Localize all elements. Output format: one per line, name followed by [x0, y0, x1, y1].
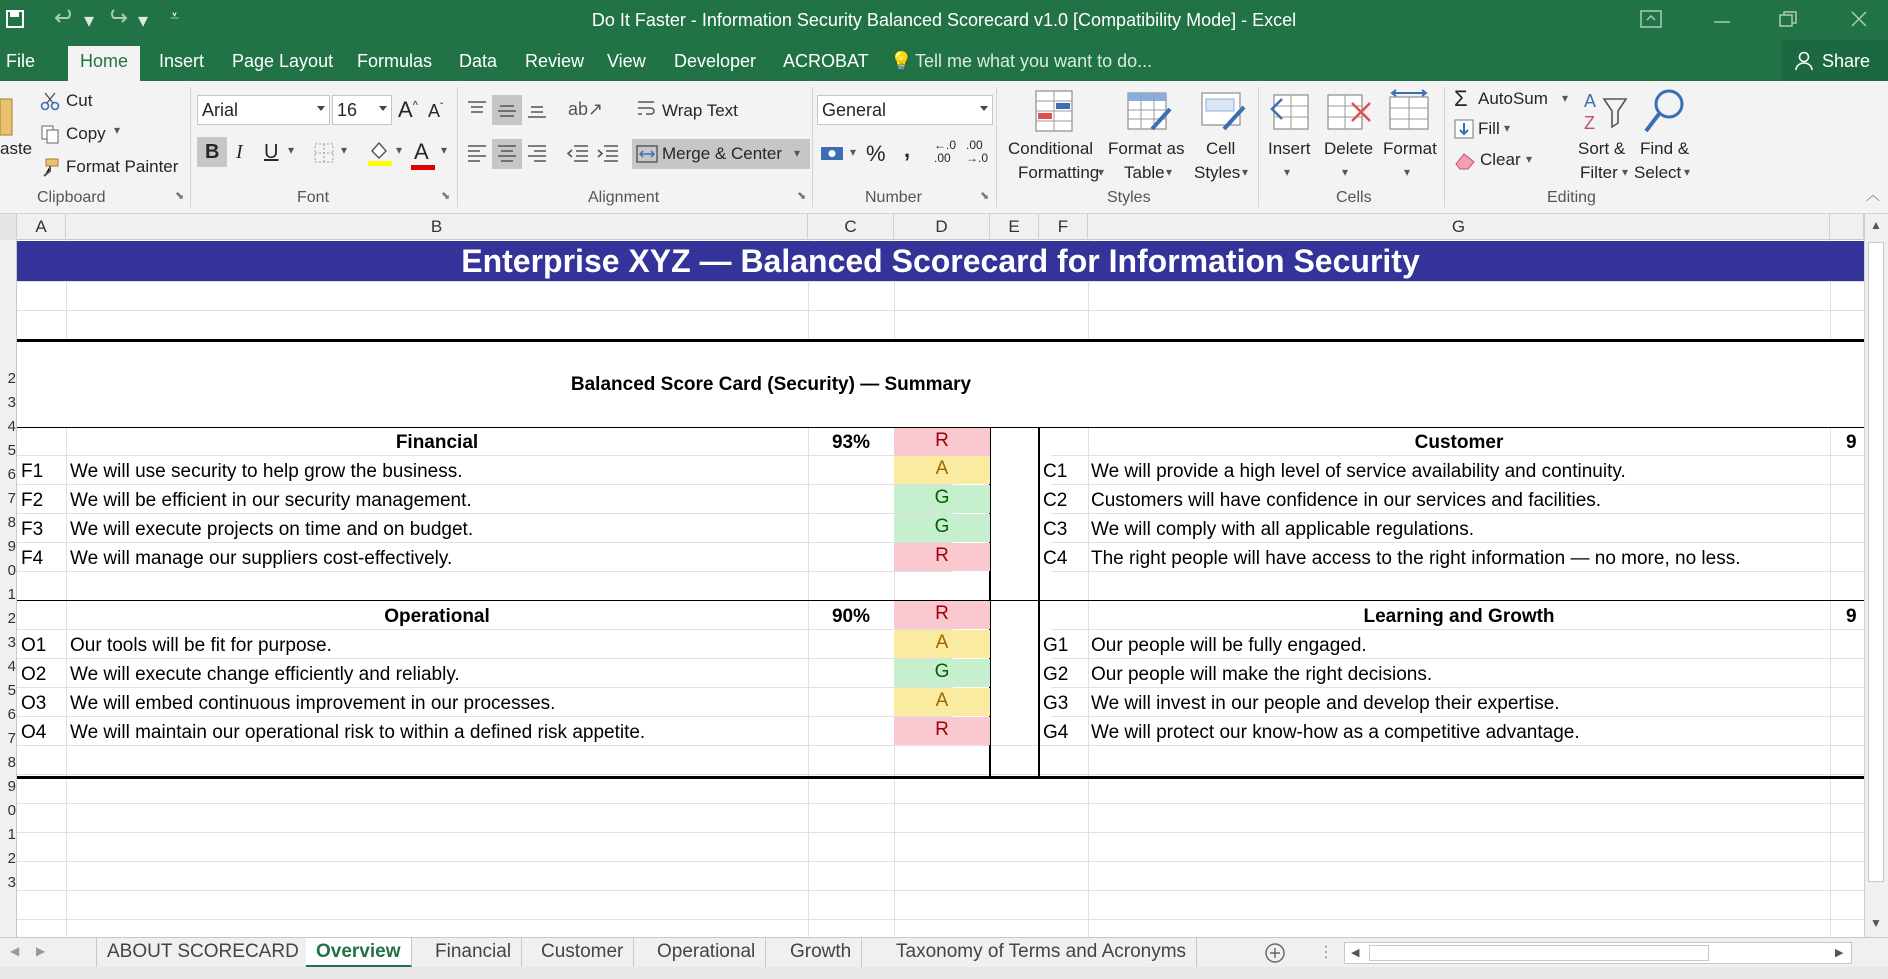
font-size-value: 16 — [337, 100, 358, 120]
growth-objective: We will invest in our people and develop their expertise. — [1091, 693, 1560, 714]
cell-styles-dropdown-icon[interactable]: ▾ — [1242, 165, 1249, 179]
row-header[interactable]: 6 — [7, 466, 16, 483]
restore-icon[interactable] — [1778, 10, 1798, 28]
decrease-indent-icon[interactable] — [566, 143, 590, 163]
financial-score: 93% — [831, 432, 871, 453]
financial-item-rag: R — [894, 543, 990, 571]
tab-acrobat[interactable]: ACROBAT — [783, 51, 869, 71]
row-header[interactable]: 2 — [7, 370, 16, 387]
customer-heading: Customer — [1414, 432, 1504, 453]
customize-qat-icon[interactable]: ⩡ — [170, 8, 180, 25]
gridline — [17, 310, 1864, 311]
column-header-f[interactable]: F — [1039, 214, 1088, 240]
gridline — [17, 745, 1864, 746]
undo-dropdown-icon[interactable]: ▾ — [84, 10, 95, 32]
row-header[interactable]: 0 — [7, 802, 16, 819]
financial-item-rag: G — [894, 485, 990, 513]
align-middle-button[interactable] — [492, 95, 522, 125]
share-label: Share — [1822, 51, 1871, 71]
minimize-icon[interactable] — [1712, 10, 1732, 28]
financial-objective: We will manage our suppliers cost-effectively. — [70, 548, 453, 569]
sort-filter-line1[interactable]: Sort & — [1578, 139, 1626, 158]
cell-styles-icon[interactable] — [1200, 89, 1246, 135]
row-header[interactable]: 5 — [7, 682, 16, 699]
tab-splitter-icon[interactable]: ⋮ — [1318, 944, 1334, 961]
operational-rag: R — [894, 601, 990, 629]
financial-objective: We will be efficient in our security management. — [70, 490, 472, 511]
scorecard-banner: Enterprise XYZ — Balanced Scorecard for Information Security — [17, 241, 1864, 281]
paste-label[interactable]: aste — [0, 139, 33, 158]
wrap-text-icon[interactable] — [636, 99, 656, 119]
delete-cells-button[interactable]: Delete — [1324, 139, 1374, 158]
insert-cells-icon[interactable] — [1268, 89, 1312, 135]
currency-dropdown-icon[interactable]: ▾ — [850, 145, 857, 159]
row-header[interactable]: 7 — [7, 730, 16, 747]
row-header[interactable]: 3 — [7, 394, 16, 411]
svg-text:A: A — [1584, 91, 1597, 111]
format-painter-button[interactable]: Format Painter — [66, 157, 179, 176]
financial-rag: R — [894, 428, 990, 456]
group-separator — [812, 87, 813, 207]
close-icon[interactable] — [1850, 10, 1868, 28]
title-bar — [0, 0, 1888, 40]
font-name-value: Arial — [202, 100, 239, 120]
column-header-b[interactable]: B — [66, 214, 808, 240]
operational-code: O1 — [21, 635, 47, 656]
increase-indent-icon[interactable] — [596, 143, 620, 163]
row-header[interactable]: 3 — [7, 634, 16, 651]
format-cells-button[interactable]: Format — [1383, 139, 1437, 158]
growth-objective: Our people will be fully engaged. — [1091, 635, 1367, 656]
copy-dropdown-icon[interactable]: ▾ — [114, 123, 121, 137]
styles-group-label: Styles — [1107, 189, 1151, 206]
align-middle-icon — [496, 100, 518, 120]
comma-button[interactable]: , — [904, 137, 911, 162]
fill-color-dropdown-icon[interactable]: ▾ — [396, 143, 403, 157]
grow-font-icon[interactable]: A^ — [398, 97, 418, 122]
underline-dropdown-icon[interactable]: ▾ — [288, 143, 295, 157]
scroll-right-icon[interactable]: ▶ — [1835, 947, 1844, 959]
font-color-dropdown-icon[interactable]: ▾ — [441, 143, 448, 157]
fill-button[interactable]: Fill — [1478, 119, 1500, 138]
paste-icon[interactable] — [0, 93, 14, 137]
financial-item-rag: A — [894, 456, 990, 484]
number-format-combo[interactable] — [817, 95, 993, 125]
editing-group-label: Editing — [1547, 189, 1596, 206]
financial-code: F3 — [21, 519, 44, 540]
row-header[interactable]: 2 — [7, 610, 16, 627]
row-header[interactable]: 6 — [7, 706, 16, 723]
row-header[interactable]: 0 — [7, 562, 16, 579]
customer-objective: Customers will have confidence in our services and facilities. — [1091, 490, 1602, 511]
tab-page-layout[interactable]: Page Layout — [232, 51, 334, 71]
growth-score: 9 — [1846, 606, 1857, 627]
italic-button[interactable]: I — [236, 141, 243, 163]
conditional-dropdown-icon[interactable]: ▾ — [1098, 165, 1105, 179]
cut-button[interactable]: Cut — [66, 91, 93, 110]
format-cells-icon[interactable] — [1386, 89, 1432, 135]
sort-filter-line2[interactable]: Filter — [1580, 163, 1618, 182]
column-headers — [0, 214, 1888, 240]
next-sheet-icon[interactable]: ▶ — [36, 944, 46, 958]
ribbon-tabs — [0, 40, 1888, 81]
align-bottom-icon[interactable] — [526, 99, 548, 119]
merge-dropdown-icon: ▾ — [794, 146, 801, 160]
bold-label: B — [205, 141, 220, 163]
gridline — [17, 832, 1864, 833]
vertical-scrollbar[interactable] — [1864, 214, 1888, 937]
customer-code: C3 — [1043, 519, 1068, 540]
customer-code: C4 — [1043, 548, 1068, 569]
format-dropdown-icon[interactable]: ▾ — [1404, 165, 1411, 179]
chevron-down-icon — [379, 106, 387, 111]
section-border — [17, 776, 1864, 779]
orientation-icon[interactable]: ab↗ — [568, 99, 604, 119]
sheet-tab-financial[interactable]: Financial — [425, 938, 522, 968]
align-center-icon — [496, 143, 518, 165]
sheet-tab-operational[interactable]: Operational — [647, 938, 766, 968]
merge-center-label: Merge & Center — [662, 144, 782, 163]
autosum-icon[interactable]: Σ — [1454, 86, 1468, 111]
format-as-table-icon[interactable] — [1126, 89, 1172, 135]
find-select-dropdown-icon[interactable]: ▾ — [1684, 165, 1691, 179]
tab-insert[interactable]: Insert — [159, 51, 205, 71]
merge-icon — [636, 145, 658, 163]
alignment-launcher-icon[interactable]: ⬊ — [797, 190, 807, 202]
column-header-g[interactable]: G — [1088, 214, 1830, 240]
tab-formulas[interactable]: Formulas — [357, 51, 433, 71]
group-separator — [1444, 87, 1445, 207]
tab-file[interactable]: File — [6, 51, 36, 71]
operational-objective: We will embed continuous improvement in our processes. — [70, 693, 556, 714]
clipboard-group-label: Clipboard — [37, 189, 106, 206]
fill-down-icon[interactable] — [1454, 119, 1474, 139]
horizontal-scroll-thumb[interactable] — [1369, 945, 1709, 961]
clear-dropdown-icon[interactable]: ▾ — [1526, 152, 1533, 166]
growth-objective: Our people will make the right decisions. — [1091, 664, 1433, 685]
align-top-icon[interactable] — [466, 99, 488, 119]
row-header[interactable]: 4 — [7, 658, 16, 675]
scroll-thumb[interactable] — [1868, 242, 1884, 882]
tab-view[interactable]: View — [607, 51, 646, 71]
gridline — [17, 571, 1864, 572]
gridline — [17, 774, 1864, 775]
growth-heading: Learning and Growth — [1363, 606, 1555, 627]
fill-dropdown-icon[interactable]: ▾ — [1504, 121, 1511, 135]
operational-objective: We will maintain our operational risk to within a defined risk appetite. — [70, 722, 646, 743]
wrap-text-button[interactable]: Wrap Text — [662, 101, 738, 120]
row-header[interactable]: 3 — [7, 874, 16, 891]
number-format-value: General — [822, 100, 887, 120]
font-size-combo[interactable] — [332, 95, 392, 125]
row-header[interactable]: 1 — [7, 586, 16, 603]
underline-button[interactable]: U — [264, 141, 279, 163]
financial-code: F4 — [21, 548, 44, 569]
growth-code: G2 — [1043, 664, 1069, 685]
delete-cells-icon[interactable] — [1326, 89, 1372, 135]
column-header-d[interactable]: D — [894, 214, 990, 240]
row-header[interactable]: 8 — [7, 514, 16, 531]
borders-icon[interactable] — [314, 143, 336, 163]
sheet-tab-overview[interactable]: Overview — [306, 938, 412, 968]
customer-score: 9 — [1846, 432, 1857, 453]
scroll-left-icon[interactable]: ◀ — [1351, 947, 1360, 959]
prev-sheet-icon[interactable]: ◀ — [10, 944, 20, 958]
format-as-table-dropdown-icon[interactable]: ▾ — [1166, 165, 1173, 179]
decrease-decimal-icon[interactable]: .00 →.0 — [966, 138, 989, 165]
cells-group-label: Cells — [1336, 189, 1372, 206]
format-as-table-line2[interactable]: Table — [1124, 163, 1165, 182]
section-border — [17, 339, 1864, 342]
find-select-line1[interactable]: Find & — [1640, 139, 1690, 158]
svg-text:Z: Z — [1584, 113, 1595, 133]
operational-objective: We will execute change efficiently and reliably. — [70, 664, 460, 685]
cut-icon[interactable] — [40, 91, 60, 111]
row-header[interactable]: 1 — [7, 826, 16, 843]
fill-color-icon[interactable] — [368, 139, 392, 167]
alignment-group-label: Alignment — [588, 189, 660, 206]
merge-center-button[interactable] — [632, 139, 810, 169]
format-as-table-line1[interactable]: Format as — [1108, 139, 1185, 158]
shrink-font-icon[interactable]: $A^ˇ$ — [428, 101, 444, 121]
autosum-button[interactable]: AutoSum — [1478, 89, 1548, 108]
operational-item-rag: A — [894, 688, 990, 716]
operational-code: O3 — [21, 693, 47, 714]
row-headers — [0, 240, 17, 937]
sort-filter-icon[interactable] — [1582, 89, 1628, 135]
currency-icon[interactable] — [820, 143, 846, 163]
summary-title: Balanced Score Card (Security) — Summary — [570, 374, 972, 395]
share-button[interactable] — [1782, 40, 1888, 81]
financial-objective: We will execute projects on time and on budget. — [70, 519, 474, 540]
chevron-down-icon — [317, 106, 325, 111]
column-header-c[interactable]: C — [808, 214, 894, 240]
operational-item-rag: A — [894, 630, 990, 658]
tab-review[interactable]: Review — [525, 51, 585, 71]
person-icon — [1794, 51, 1814, 71]
font-name-combo[interactable] — [197, 95, 330, 125]
font-launcher-icon[interactable]: ⬊ — [441, 190, 451, 202]
operational-heading: Operational — [384, 606, 490, 627]
insert-cells-button[interactable]: Insert — [1268, 139, 1311, 158]
clear-button[interactable]: Clear — [1480, 150, 1521, 169]
align-left-icon[interactable] — [466, 143, 488, 163]
growth-code: G1 — [1043, 635, 1069, 656]
sheet-tab-customer[interactable]: Customer — [531, 938, 634, 968]
operational-code: O4 — [21, 722, 47, 743]
conditional-formatting-icon[interactable] — [1034, 89, 1076, 135]
conditional-formatting-line2[interactable]: Formatting — [1018, 163, 1100, 182]
scroll-down-icon[interactable]: ▼ — [1870, 916, 1882, 930]
tab-data[interactable]: Data — [459, 51, 498, 71]
financial-objective: We will use security to help grow the business. — [70, 461, 463, 482]
group-separator — [1258, 87, 1259, 207]
group-separator — [190, 87, 191, 207]
operational-score: 90% — [831, 606, 871, 627]
align-center-button[interactable] — [492, 139, 522, 169]
gridline — [17, 281, 1864, 282]
row-header[interactable]: 5 — [7, 442, 16, 459]
tab-home[interactable]: Home — [68, 46, 140, 81]
customer-objective: We will provide a high level of service availability and continuity. — [1091, 461, 1626, 482]
font-color-button[interactable]: A — [414, 139, 429, 164]
growth-code: G3 — [1043, 693, 1069, 714]
customer-objective: We will comply with all applicable regulations. — [1091, 519, 1474, 540]
find-select-icon[interactable] — [1642, 87, 1688, 135]
clipboard-launcher-icon[interactable]: ⬊ — [175, 190, 185, 202]
row-header[interactable]: 7 — [7, 490, 16, 507]
customer-code: C2 — [1043, 490, 1068, 511]
align-right-icon[interactable] — [526, 143, 548, 163]
operational-objective: Our tools will be fit for purpose. — [70, 635, 332, 656]
sheet-tab-taxonomy[interactable]: Taxonomy of Terms and Acronyms — [886, 938, 1197, 968]
increase-decimal-icon[interactable]: ←.0 .00 — [934, 138, 957, 165]
gridline — [17, 803, 1864, 804]
delete-dropdown-icon[interactable]: ▾ — [1342, 165, 1349, 179]
sheet-tab-growth[interactable]: Growth — [780, 938, 862, 968]
find-select-line2[interactable]: Select — [1634, 163, 1682, 182]
add-sheet-icon[interactable] — [1264, 942, 1286, 964]
row-header[interactable]: 4 — [7, 418, 16, 435]
percent-button[interactable]: % — [866, 141, 886, 166]
growth-code: G4 — [1043, 722, 1069, 743]
row-header[interactable]: 2 — [7, 850, 16, 867]
number-group-label: Number — [865, 189, 922, 206]
font-color-swatch — [411, 165, 435, 170]
lightbulb-icon: 💡 — [890, 51, 913, 71]
gridline — [17, 861, 1864, 862]
scroll-up-icon[interactable]: ▲ — [1870, 218, 1882, 232]
worksheet-grid[interactable] — [17, 240, 1864, 937]
chevron-down-icon — [980, 106, 988, 111]
ribbon — [0, 81, 1888, 214]
number-launcher-icon[interactable]: ⬊ — [980, 190, 990, 202]
ribbon-display-icon[interactable] — [1640, 10, 1662, 28]
gridline — [17, 890, 1864, 891]
copy-icon[interactable] — [40, 124, 60, 144]
financial-code: F2 — [21, 490, 44, 511]
redo-dropdown-icon[interactable]: ▾ — [138, 10, 149, 32]
financial-item-rag: G — [894, 514, 990, 542]
column-header-a[interactable]: A — [17, 214, 66, 240]
operational-code: O2 — [21, 664, 47, 685]
copy-button[interactable]: Copy — [66, 124, 106, 143]
operational-item-rag: R — [894, 717, 990, 745]
operational-item-rag: G — [894, 659, 990, 687]
gridline — [17, 919, 1864, 920]
bold-button[interactable] — [197, 137, 227, 167]
tab-developer[interactable]: Developer — [674, 51, 757, 71]
customer-objective: The right people will have access to the right information — no more, no less. — [1091, 548, 1741, 569]
conditional-formatting-line1[interactable]: Conditional — [1008, 139, 1094, 158]
cell-styles-line2[interactable]: Styles — [1194, 163, 1241, 182]
eraser-icon[interactable] — [1454, 150, 1476, 170]
row-header[interactable]: 9 — [7, 538, 16, 555]
row-header[interactable]: 9 — [7, 778, 16, 795]
autosum-dropdown-icon[interactable]: ▾ — [1562, 91, 1569, 105]
sheet-tab-about[interactable]: ABOUT SCORECARD — [96, 938, 310, 968]
format-painter-icon[interactable] — [40, 157, 60, 177]
group-separator — [996, 87, 997, 207]
insert-dropdown-icon[interactable]: ▾ — [1284, 165, 1291, 179]
row-header[interactable]: 8 — [7, 754, 16, 771]
cell-styles-line1[interactable]: Cell — [1206, 139, 1236, 158]
select-all-corner[interactable] — [0, 214, 17, 240]
collapse-ribbon-icon[interactable]: ︿ — [1866, 187, 1880, 203]
sheet-tab-bar — [0, 937, 1888, 967]
section-border — [1038, 427, 1040, 777]
growth-objective: We will protect our know-how as a competitive advantage. — [1091, 722, 1580, 743]
borders-dropdown-icon[interactable]: ▾ — [341, 143, 348, 157]
window-title: Do It Faster - Information Security Balanced Scorecard v1.0 [Compatibility Mode] - Excel — [591, 10, 1297, 30]
customer-code: C1 — [1043, 461, 1068, 482]
financial-code: F1 — [21, 461, 44, 482]
financial-heading: Financial — [395, 432, 479, 453]
sort-filter-dropdown-icon[interactable]: ▾ — [1622, 165, 1629, 179]
font-group-label: Font — [297, 189, 330, 206]
column-header-h[interactable] — [1830, 214, 1864, 240]
column-header-e[interactable]: E — [990, 214, 1039, 240]
group-separator — [457, 87, 458, 207]
status-bar — [0, 967, 1888, 979]
horizontal-scrollbar[interactable] — [1344, 942, 1852, 964]
tell-me-box[interactable]: Tell me what you want to do... — [915, 51, 1153, 71]
